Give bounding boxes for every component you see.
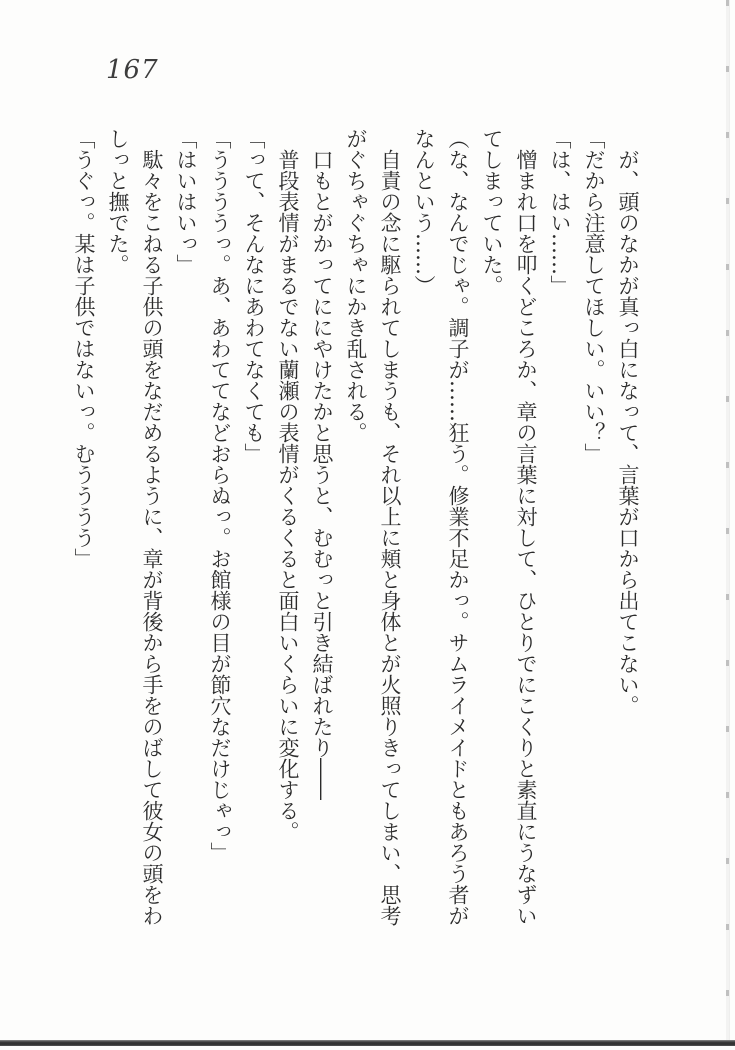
scan-artifact-line (729, 0, 730, 1040)
paragraph: 自責の念に駆られてしまうも、それ以上に頬と身体とが火照りきってしまい、思考がぐちゃぐちゃにかき乱される。 (344, 128, 402, 926)
vertical-text-block (67, 128, 645, 928)
page-number: 167 (106, 55, 159, 85)
paragraph: 憎まれ口を叩くどころか、章の言葉に対して、ひとりでにこくりと素直にうなずいてしまっていた。 (480, 128, 538, 926)
paragraph: が、頭のなかが真っ白になって、言葉が口から出てこない。 (616, 149, 640, 716)
paragraph: 「って、そんなにあわてなくても」 (242, 128, 266, 464)
paragraph: 駄々をこねる子供の頭をなだめるように、章が背後から手をのばして彼女の頭をわしっと撫でた。 (106, 128, 164, 926)
paragraph: 「はいはいっ」 (174, 128, 198, 275)
paragraph: （な、なんでじゃ。調子が……狂う。修業不足かっ。サムライメイドともあろう者がなんという……） (412, 128, 470, 926)
paragraph: 「うぐっ。某は子供ではないっ。むうううう」 (72, 128, 96, 569)
paragraph: 「は、はい……」 (548, 128, 572, 296)
paragraph: 「だから注意してほしい。いい？」 (582, 128, 606, 464)
paragraph: 口もとがかってににやけたかと思うと、むむっと引き結ばれたり―― (310, 149, 334, 800)
paragraph: 「ううううっ。あ、あわててなどおらぬっ。お館様の目が節穴なだけじゃっ」 (208, 128, 232, 863)
page-bottom-edge (0, 1040, 735, 1046)
paragraph: 普段表情がまるでない蘭瀬の表情がくるくると面白いくらいに変化する。 (276, 149, 300, 842)
